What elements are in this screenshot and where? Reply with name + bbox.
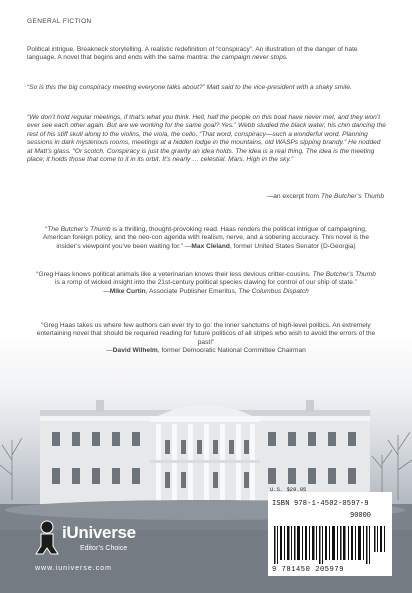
attribution-dash: —	[106, 347, 113, 355]
review-text: is a thrilling, thought-provoking read. Haas renders the political intrigue of campaigning, American foreign policy, and the neo-con agenda with realism, nerve, and a sobering accuracy. This novel is the insider’s viewpoint you’ve been waiting for.”	[42, 226, 370, 250]
reviewer-role: , former Democratic National Committee Chairman	[157, 347, 306, 355]
reviewer-name: David Wilhelm	[112, 347, 158, 355]
review-attribution	[34, 288, 378, 296]
reviewer-role: , former United States Senator (D-Georgia)	[229, 242, 356, 250]
review-curtin	[34, 271, 378, 296]
reviewer-name: Max Cleland	[191, 242, 230, 250]
excerpt-source-title: The Butcher’s Thumb	[320, 193, 384, 200]
reviewer-outlet: The Columbus Dispatch	[238, 287, 309, 295]
attribution-dash: —	[103, 287, 110, 295]
review-book-title: The Butcher’s Thumb	[312, 271, 376, 278]
publisher-logo-text: iUniverse	[62, 523, 136, 542]
review-text-a: “Greg Haas knows political animals like a veterinarian knows their less devious critter-cousins.	[36, 271, 313, 278]
excerpt-quote-1: “So is this the big conspiracy meeting everyone talks about?” Matt said to the vice-president with a shaky smile.	[27, 84, 352, 91]
price-label: U.S. $29.95	[270, 486, 307, 493]
genre-label: GENERAL FICTION	[27, 18, 92, 25]
attribution-dash: —	[184, 242, 192, 250]
review-book-title: The Butcher’s Thumb	[47, 226, 111, 233]
review-text-b: is a romp of wicked insight into the 21st-century political species clawing for control of our ship of state.”	[55, 279, 357, 287]
price-code: 90000	[350, 512, 372, 520]
barcode-icon	[274, 526, 386, 564]
excerpt-quote-2: “We don’t hold regular meetings, if that’s what you think. Hell, half the people on this boat have never met, and they won’t ever see each other again. But are we working for the same goal? Yes.” Webb studied the black water, his chin dancing the rest of his stiff skull along to the violins, the viola, the cello. “That word, conspiracy—such a wonderful word. Planning sessions in dark mysterious rooms, meetings at a hidden lodge in the mountains, old WASPs sipping brandy.” He nodded at Matt’s glass. “Or scotch. Conspiracy is just the gravity an idea holds. The idea is a real thing. The idea is the meeting place; it holds those that come to it in its orbit. It’s nearly … celestial. Mars. High in the sky.”	[27, 114, 386, 164]
reviewer-role: , Associate Publisher Emeritus,	[145, 287, 239, 295]
intro-text: Political intrigue. Breakneck storytelling. A realistic redefinition of “conspiracy”. An illustration of the danger of hate language. A novel that begins and ends with the same mantra:	[27, 46, 358, 62]
publisher-url: www.iuniverse.com	[35, 565, 112, 572]
publisher-imprint: Editor’s Choice	[80, 545, 128, 552]
intro-blurb	[27, 46, 387, 63]
excerpt-source-prefix: —an excerpt from	[266, 193, 321, 200]
isbn-label: ISBN 978-1-4502-0597-9	[272, 500, 369, 508]
intro-mantra: the campaign never stops.	[210, 54, 288, 62]
review-attribution	[185, 243, 356, 250]
iuniverse-logo-icon	[32, 520, 62, 556]
isbn-digits: 9 781450 205979	[272, 566, 345, 574]
review-cleland	[34, 226, 378, 251]
reviewer-name: Mike Curtin	[109, 287, 146, 295]
review-text: “Greg Haas takes us where few authors can ever try to go: the inner sanctums of high-level politics. An extremely entertaining novel that should be required reading for future politicos of all stripes who wish to avoid the errors of the past!”	[36, 322, 376, 346]
review-open-quote: “	[45, 226, 48, 233]
excerpt-source	[267, 193, 384, 200]
